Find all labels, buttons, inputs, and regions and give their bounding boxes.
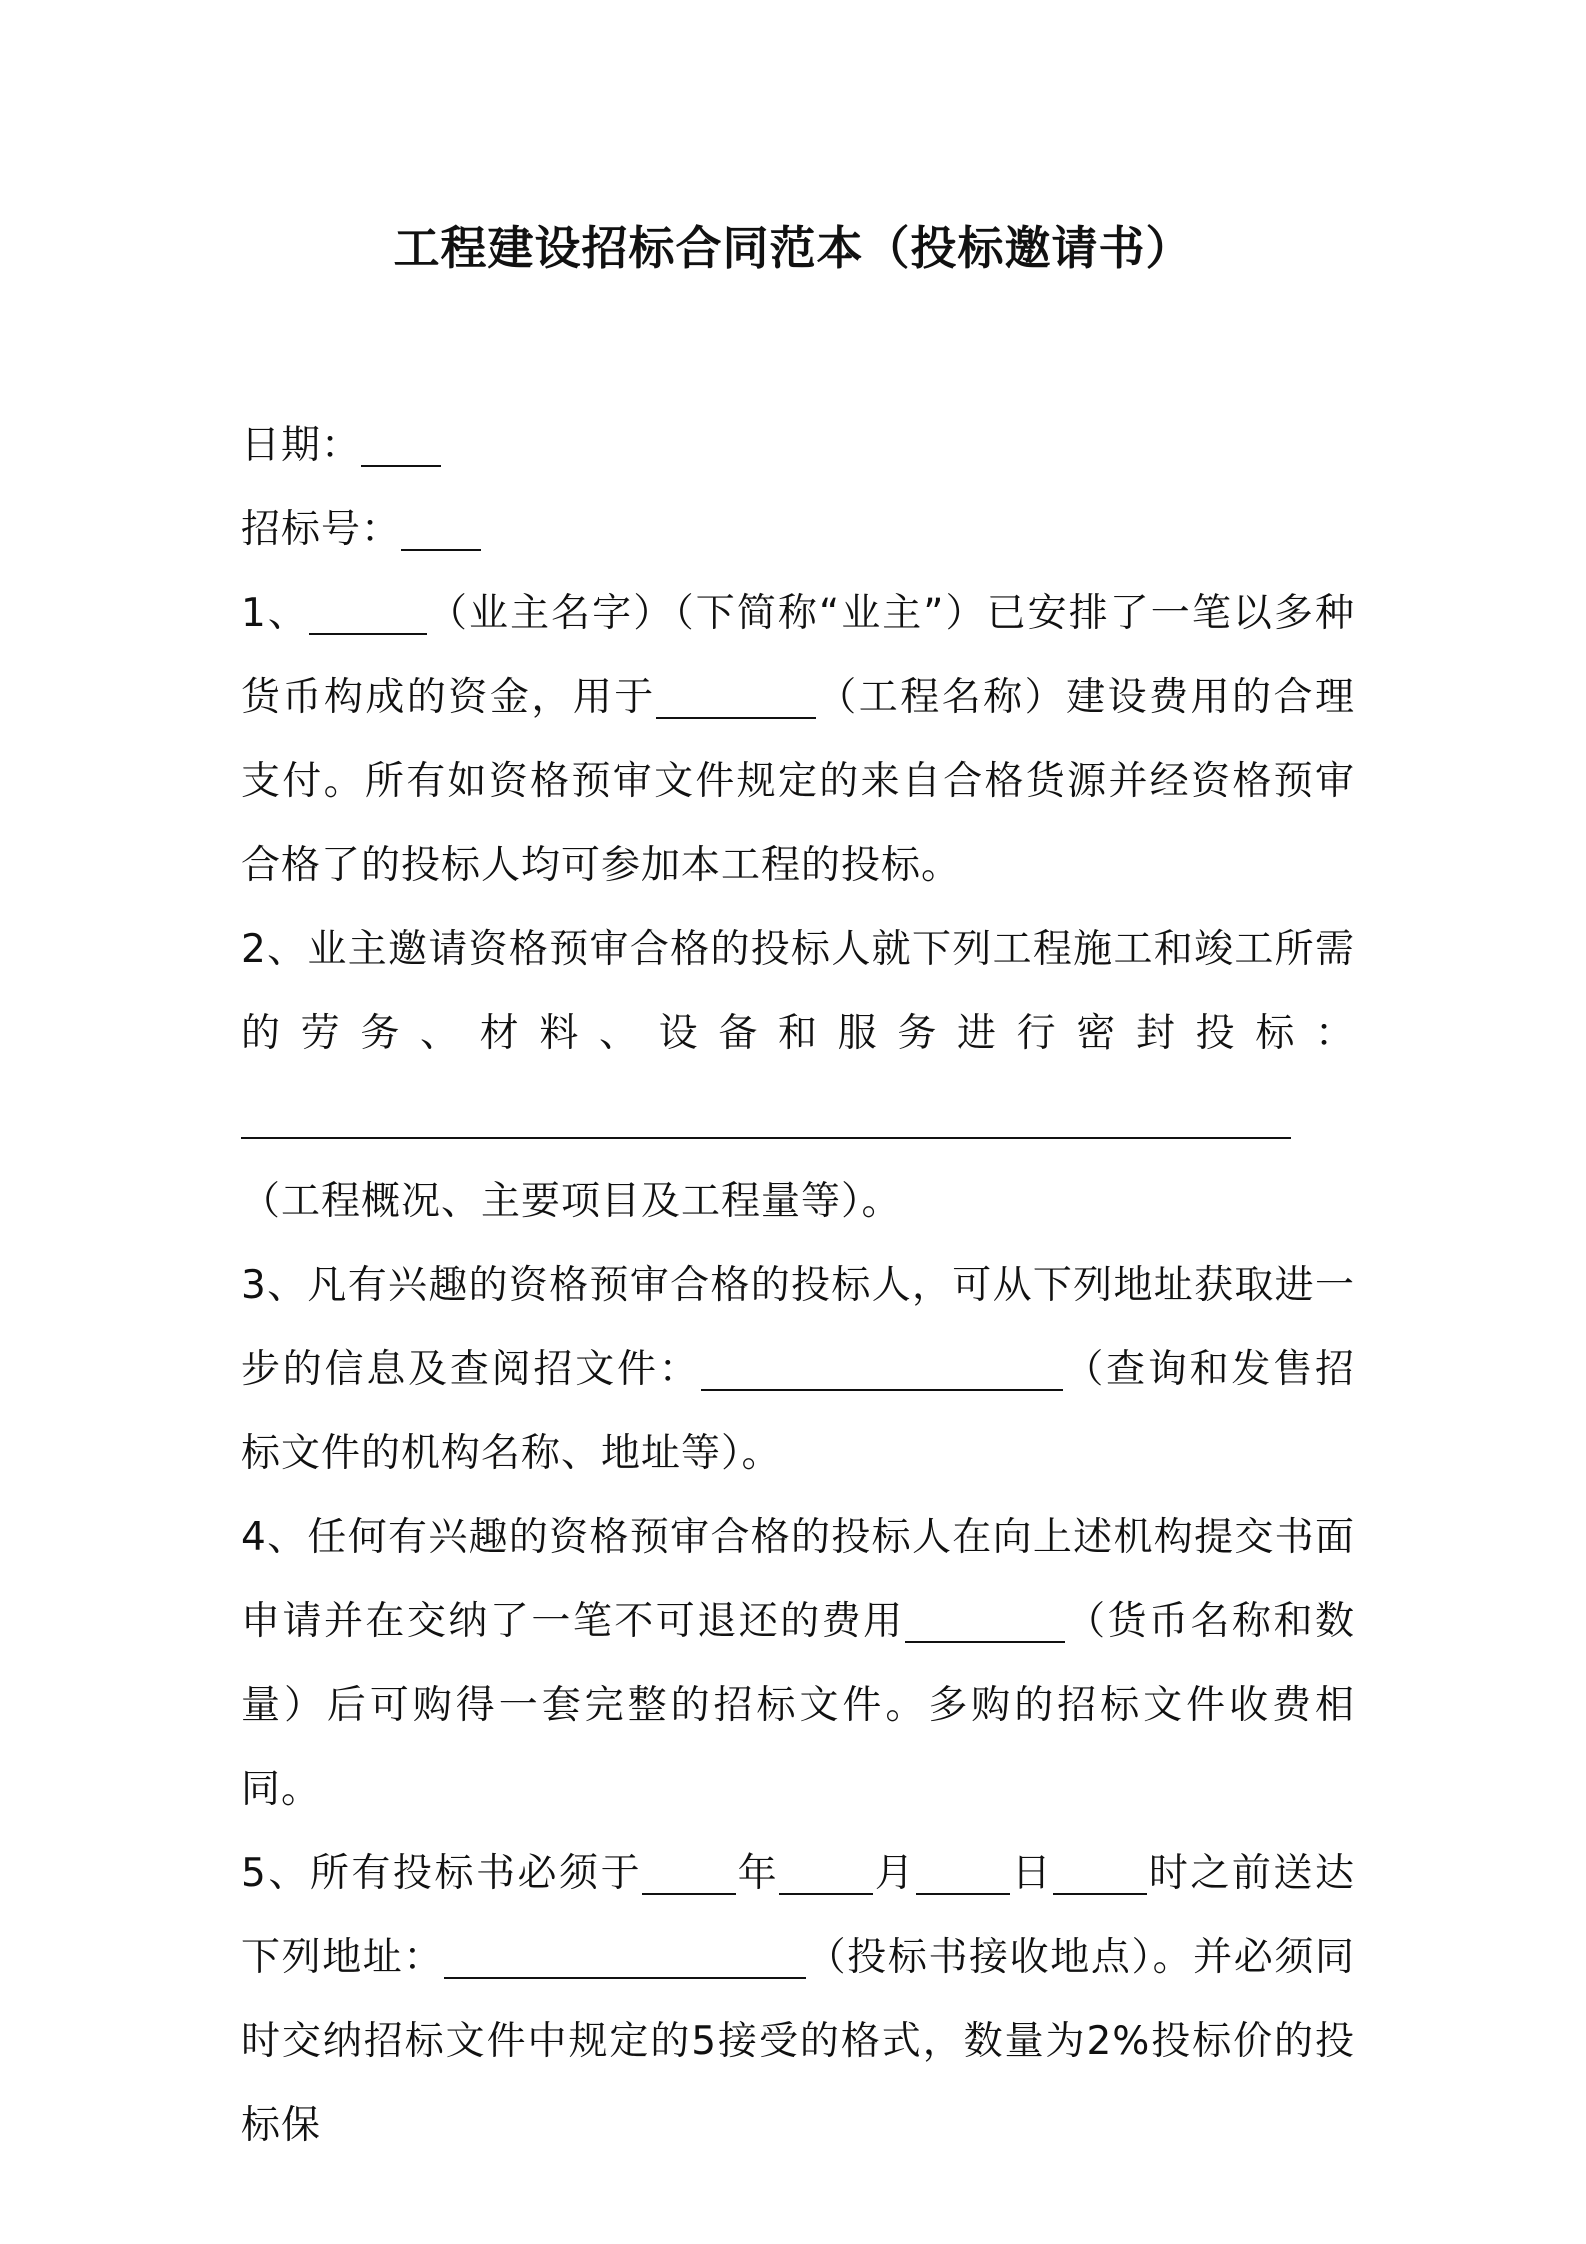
clause-4: [241, 1496, 1355, 1832]
clause-2-text-a: 2、业主邀请资格预审合格的投标人就下列工程施工和竣工所需的劳务、材料、设备和服务进行密封投标：: [241, 927, 1355, 1056]
date-label: 日期：: [241, 423, 362, 468]
document-body: [241, 404, 1355, 2168]
inquiry-address-blank: [701, 1350, 1063, 1391]
project-name-blank: [656, 678, 816, 719]
bid-number-label: 招标号：: [241, 507, 402, 552]
clause-5-text-a: 5、所有投标书必须于: [241, 1851, 643, 1896]
clause-2-text-b: （工程概况、主要项目及工程量等）。: [241, 1179, 902, 1224]
year-blank: [642, 1854, 736, 1895]
clause-1: [241, 572, 1355, 908]
clause-5: [241, 1832, 1355, 2168]
date-line: [241, 404, 1355, 488]
clause-2: [241, 908, 1355, 1244]
clause-3-text-b: （查询和发售招标文件的机构名称、地址等）。: [241, 1347, 1355, 1476]
clause-3-text-a: 3、凡有兴趣的资格预审合格的投标人，可从下列地址获取进一步的信息及查阅招文件：: [241, 1263, 1355, 1392]
owner-name-blank: [309, 594, 427, 635]
clause-4-text-a: 4、任何有兴趣的资格预审合格的投标人在向上述机构提交书面申请并在交纳了一笔不可退还的费用: [241, 1515, 1355, 1644]
clause-1-prefix: 1、: [241, 591, 309, 636]
bid-number-line: [241, 488, 1355, 572]
project-overview-blank-2: [603, 1098, 1291, 1139]
hour-blank: [1053, 1854, 1147, 1895]
clause-3: [241, 1244, 1355, 1496]
day-blank: [916, 1854, 1010, 1895]
clause-1-text-a: （业主名字）（下简称“业主”）已安排了一笔以多种货币构成的资金，用于: [241, 591, 1355, 720]
clause-5-text-c: （投标书接收地点）。并必须同时交纳招标文件中规定的5接受的格式，数量为2%投标价的投标保: [241, 1935, 1355, 2148]
clause-4-text-b: （货币名称和数量）后可购得一套完整的招标文件。多购的招标文件收费相同。: [241, 1599, 1355, 1812]
clause-1-text-b: （工程名称）建设费用的合理支付。所有如资格预审文件规定的来自合格货源并经资格预审合格了的投标人均可参加本工程的投标。: [241, 675, 1355, 888]
clause-5-text-b: 时之前送达下列地址：: [241, 1851, 1355, 1980]
year-label: 年: [736, 1851, 780, 1896]
month-label: 月: [873, 1851, 917, 1896]
date-blank: [361, 426, 441, 467]
day-label: 日: [1010, 1851, 1054, 1896]
fee-amount-blank: [905, 1602, 1065, 1643]
submission-address-blank: [444, 1938, 806, 1979]
bid-number-blank: [401, 510, 481, 551]
month-blank: [779, 1854, 873, 1895]
project-overview-blank-1: [241, 1098, 603, 1139]
document-title: 工程建设招标合同范本（投标邀请书）: [393, 221, 1193, 275]
